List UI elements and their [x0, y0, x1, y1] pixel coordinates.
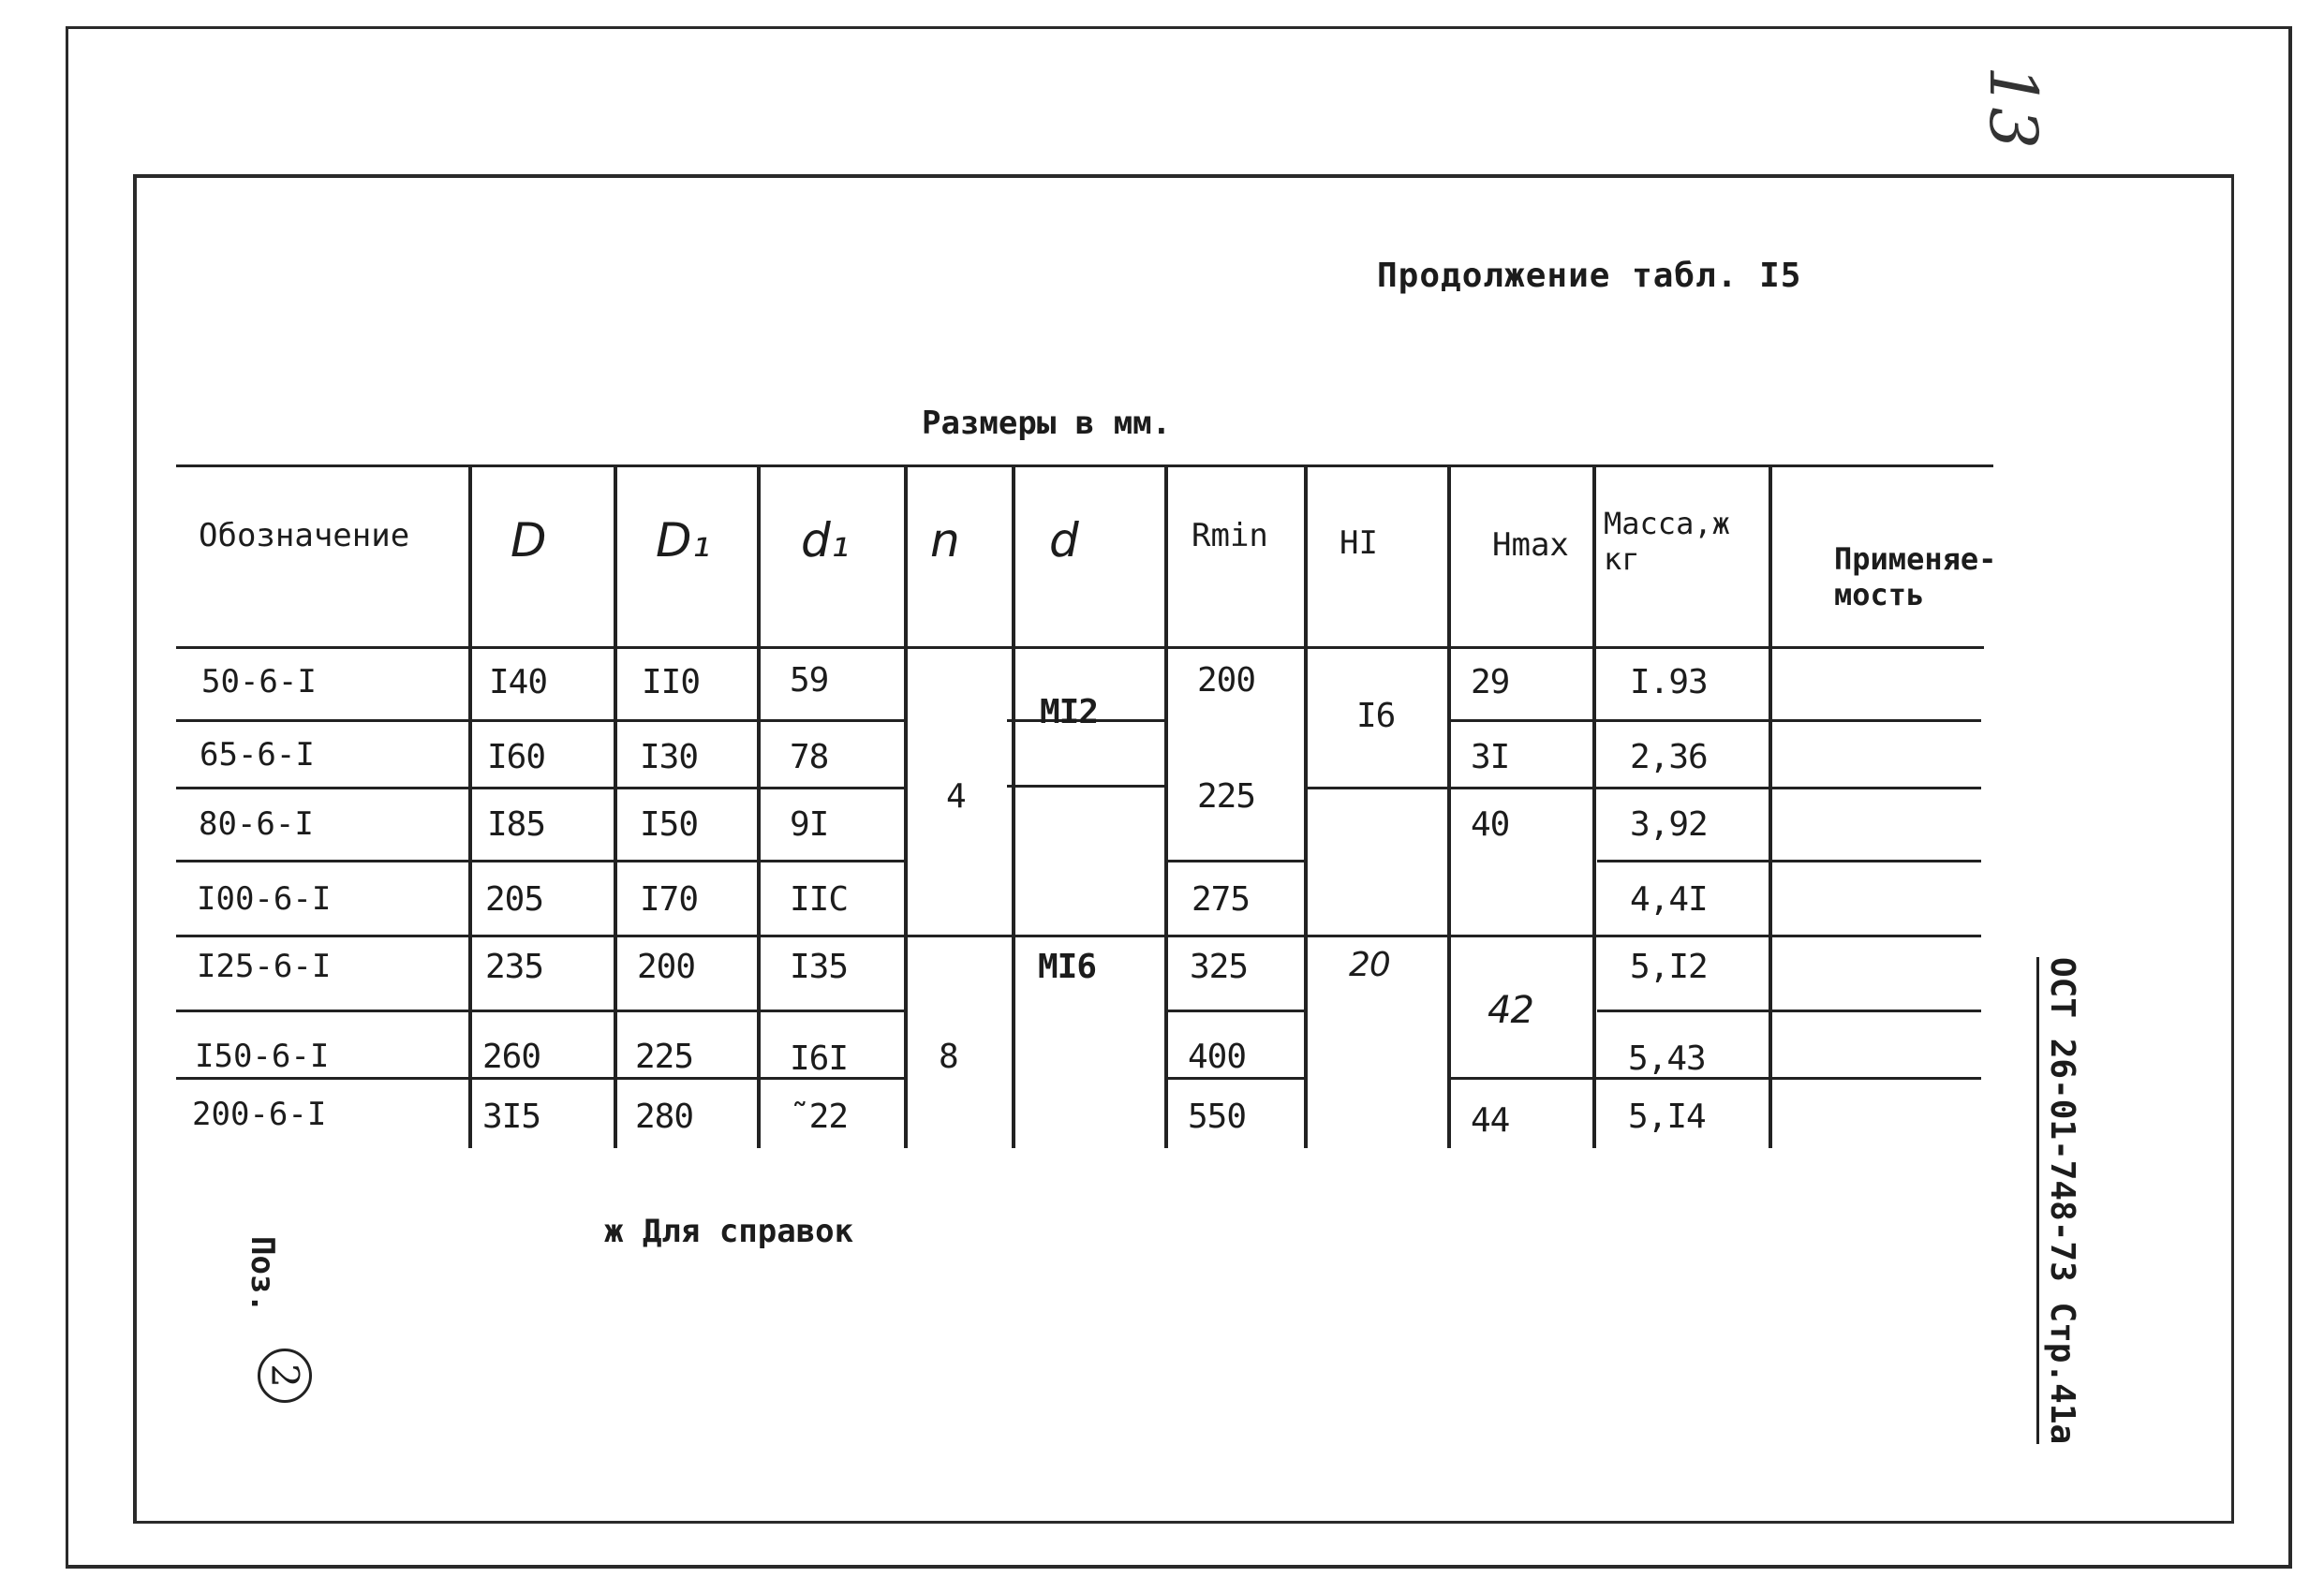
- header-mass: Масса,ж кг: [1604, 506, 1730, 577]
- cell-d1: 78: [790, 738, 829, 776]
- table-continuation: Продолжение табл. I5: [1377, 257, 1802, 295]
- cell-designation: I00-6-I: [197, 880, 332, 918]
- row-rule: [1447, 1077, 1981, 1080]
- cell-D1: II0: [642, 663, 701, 701]
- cell-rmin: 200: [1197, 661, 1256, 700]
- row-rule: [176, 719, 907, 722]
- position-number-value: 2: [262, 1364, 306, 1388]
- col-rule: [1592, 464, 1596, 1148]
- cell-hmax: 3I: [1471, 738, 1510, 776]
- header-n: n: [930, 513, 960, 568]
- row-rule: [176, 860, 907, 862]
- cell-designation: 65-6-I: [200, 736, 315, 774]
- cell-designation: I50-6-I: [195, 1038, 330, 1075]
- header-D1: D₁: [656, 513, 711, 568]
- cell-mass: I.93: [1630, 663, 1708, 701]
- row-rule: [1166, 1077, 1305, 1080]
- cell-rmin: 550: [1188, 1098, 1247, 1136]
- row-rule: [176, 787, 907, 789]
- cell-rmin: 325: [1190, 948, 1249, 986]
- col-rule: [468, 464, 472, 1148]
- cell-d1: I6I: [790, 1039, 849, 1078]
- row-rule: [1304, 787, 1981, 789]
- header-D: D: [511, 513, 547, 568]
- cell-D: I85: [487, 805, 546, 844]
- row-rule: [176, 1010, 907, 1012]
- cell-d1: 9I: [790, 805, 829, 844]
- cell-D: 205: [485, 880, 544, 919]
- cell-hmax: 29: [1471, 663, 1510, 701]
- cell-hmax-42: 42: [1488, 989, 1533, 1032]
- cell-rmin: 400: [1188, 1038, 1247, 1076]
- table-top-rule: [176, 464, 1993, 467]
- cell-d1: ˜22: [790, 1098, 849, 1136]
- header-hmax: Hmax: [1492, 526, 1569, 564]
- row-rule: [1166, 1010, 1305, 1012]
- header-applicability: Применяе- мость: [1834, 541, 1997, 612]
- page-number: 13: [1975, 66, 2051, 150]
- cell-D: 3I5: [482, 1098, 541, 1136]
- cell-designation: 50-6-I: [201, 663, 317, 700]
- cell-d-m12: MI2: [1040, 693, 1099, 731]
- row-rule: [1597, 1010, 1981, 1012]
- cell-D: 235: [485, 948, 544, 986]
- cell-D: I60: [487, 738, 546, 776]
- cell-d1: IIC: [790, 880, 849, 919]
- row-rule: [1007, 785, 1166, 788]
- cell-rmin: 275: [1192, 880, 1251, 919]
- document-code: ОСТ 26-01-748-73 Стр.41а: [2036, 957, 2081, 1444]
- cell-D1: I30: [640, 738, 699, 776]
- cell-n-4: 4: [946, 777, 966, 816]
- cell-mass: 3,92: [1630, 805, 1708, 844]
- header-d: d: [1049, 513, 1079, 568]
- header-rmin: Rmin: [1192, 517, 1268, 554]
- cell-rmin: 225: [1197, 777, 1256, 816]
- cell-mass: 5,I2: [1630, 948, 1708, 986]
- col-rule: [614, 464, 617, 1148]
- footnote: ж Для справок: [604, 1213, 854, 1250]
- col-rule: [1012, 464, 1015, 1148]
- cell-hmax: 44: [1471, 1101, 1510, 1140]
- inner-frame: [133, 174, 2234, 1524]
- cell-h1-16: I6: [1356, 697, 1396, 735]
- cell-designation: 200-6-I: [192, 1096, 327, 1133]
- col-rule: [1447, 464, 1451, 1148]
- position-number: [258, 1349, 312, 1403]
- cell-D1: 200: [637, 948, 696, 986]
- header-d1: d₁: [801, 513, 850, 568]
- col-rule: [1769, 464, 1772, 1148]
- units-caption: Размеры в мм.: [922, 405, 1172, 442]
- header-h1: HΙ: [1340, 524, 1378, 562]
- header-designation: Обозначение: [199, 517, 410, 554]
- cell-n-8: 8: [939, 1038, 958, 1076]
- cell-D1: I50: [640, 805, 699, 844]
- col-rule: [1164, 464, 1168, 1148]
- cell-designation: 80-6-I: [199, 805, 314, 843]
- cell-D: I40: [489, 663, 548, 701]
- row-rule: [1166, 860, 1305, 862]
- cell-mass: 4,4I: [1630, 880, 1708, 919]
- row-rule: [176, 935, 1981, 937]
- cell-mass: 5,43: [1628, 1039, 1706, 1078]
- cell-D1: 280: [635, 1098, 694, 1136]
- cell-d1: I35: [790, 948, 849, 986]
- cell-D1: I70: [640, 880, 699, 919]
- row-rule: [1597, 860, 1981, 862]
- cell-mass: 2,36: [1630, 738, 1708, 776]
- cell-D1: 225: [635, 1038, 694, 1076]
- cell-D: 260: [482, 1038, 541, 1076]
- header-rule: [176, 646, 1984, 649]
- cell-h1-20: 20: [1349, 946, 1390, 984]
- col-rule: [904, 464, 908, 1148]
- cell-mass: 5,I4: [1628, 1098, 1706, 1136]
- cell-designation: I25-6-I: [197, 948, 332, 985]
- col-rule: [757, 464, 761, 1148]
- cell-d1: 59: [790, 661, 829, 700]
- cell-hmax: 40: [1471, 805, 1510, 844]
- col-rule: [1304, 464, 1308, 1148]
- row-rule: [1447, 719, 1981, 722]
- cell-d-m16: MI6: [1038, 948, 1097, 986]
- position-label: Поз.: [244, 1236, 281, 1313]
